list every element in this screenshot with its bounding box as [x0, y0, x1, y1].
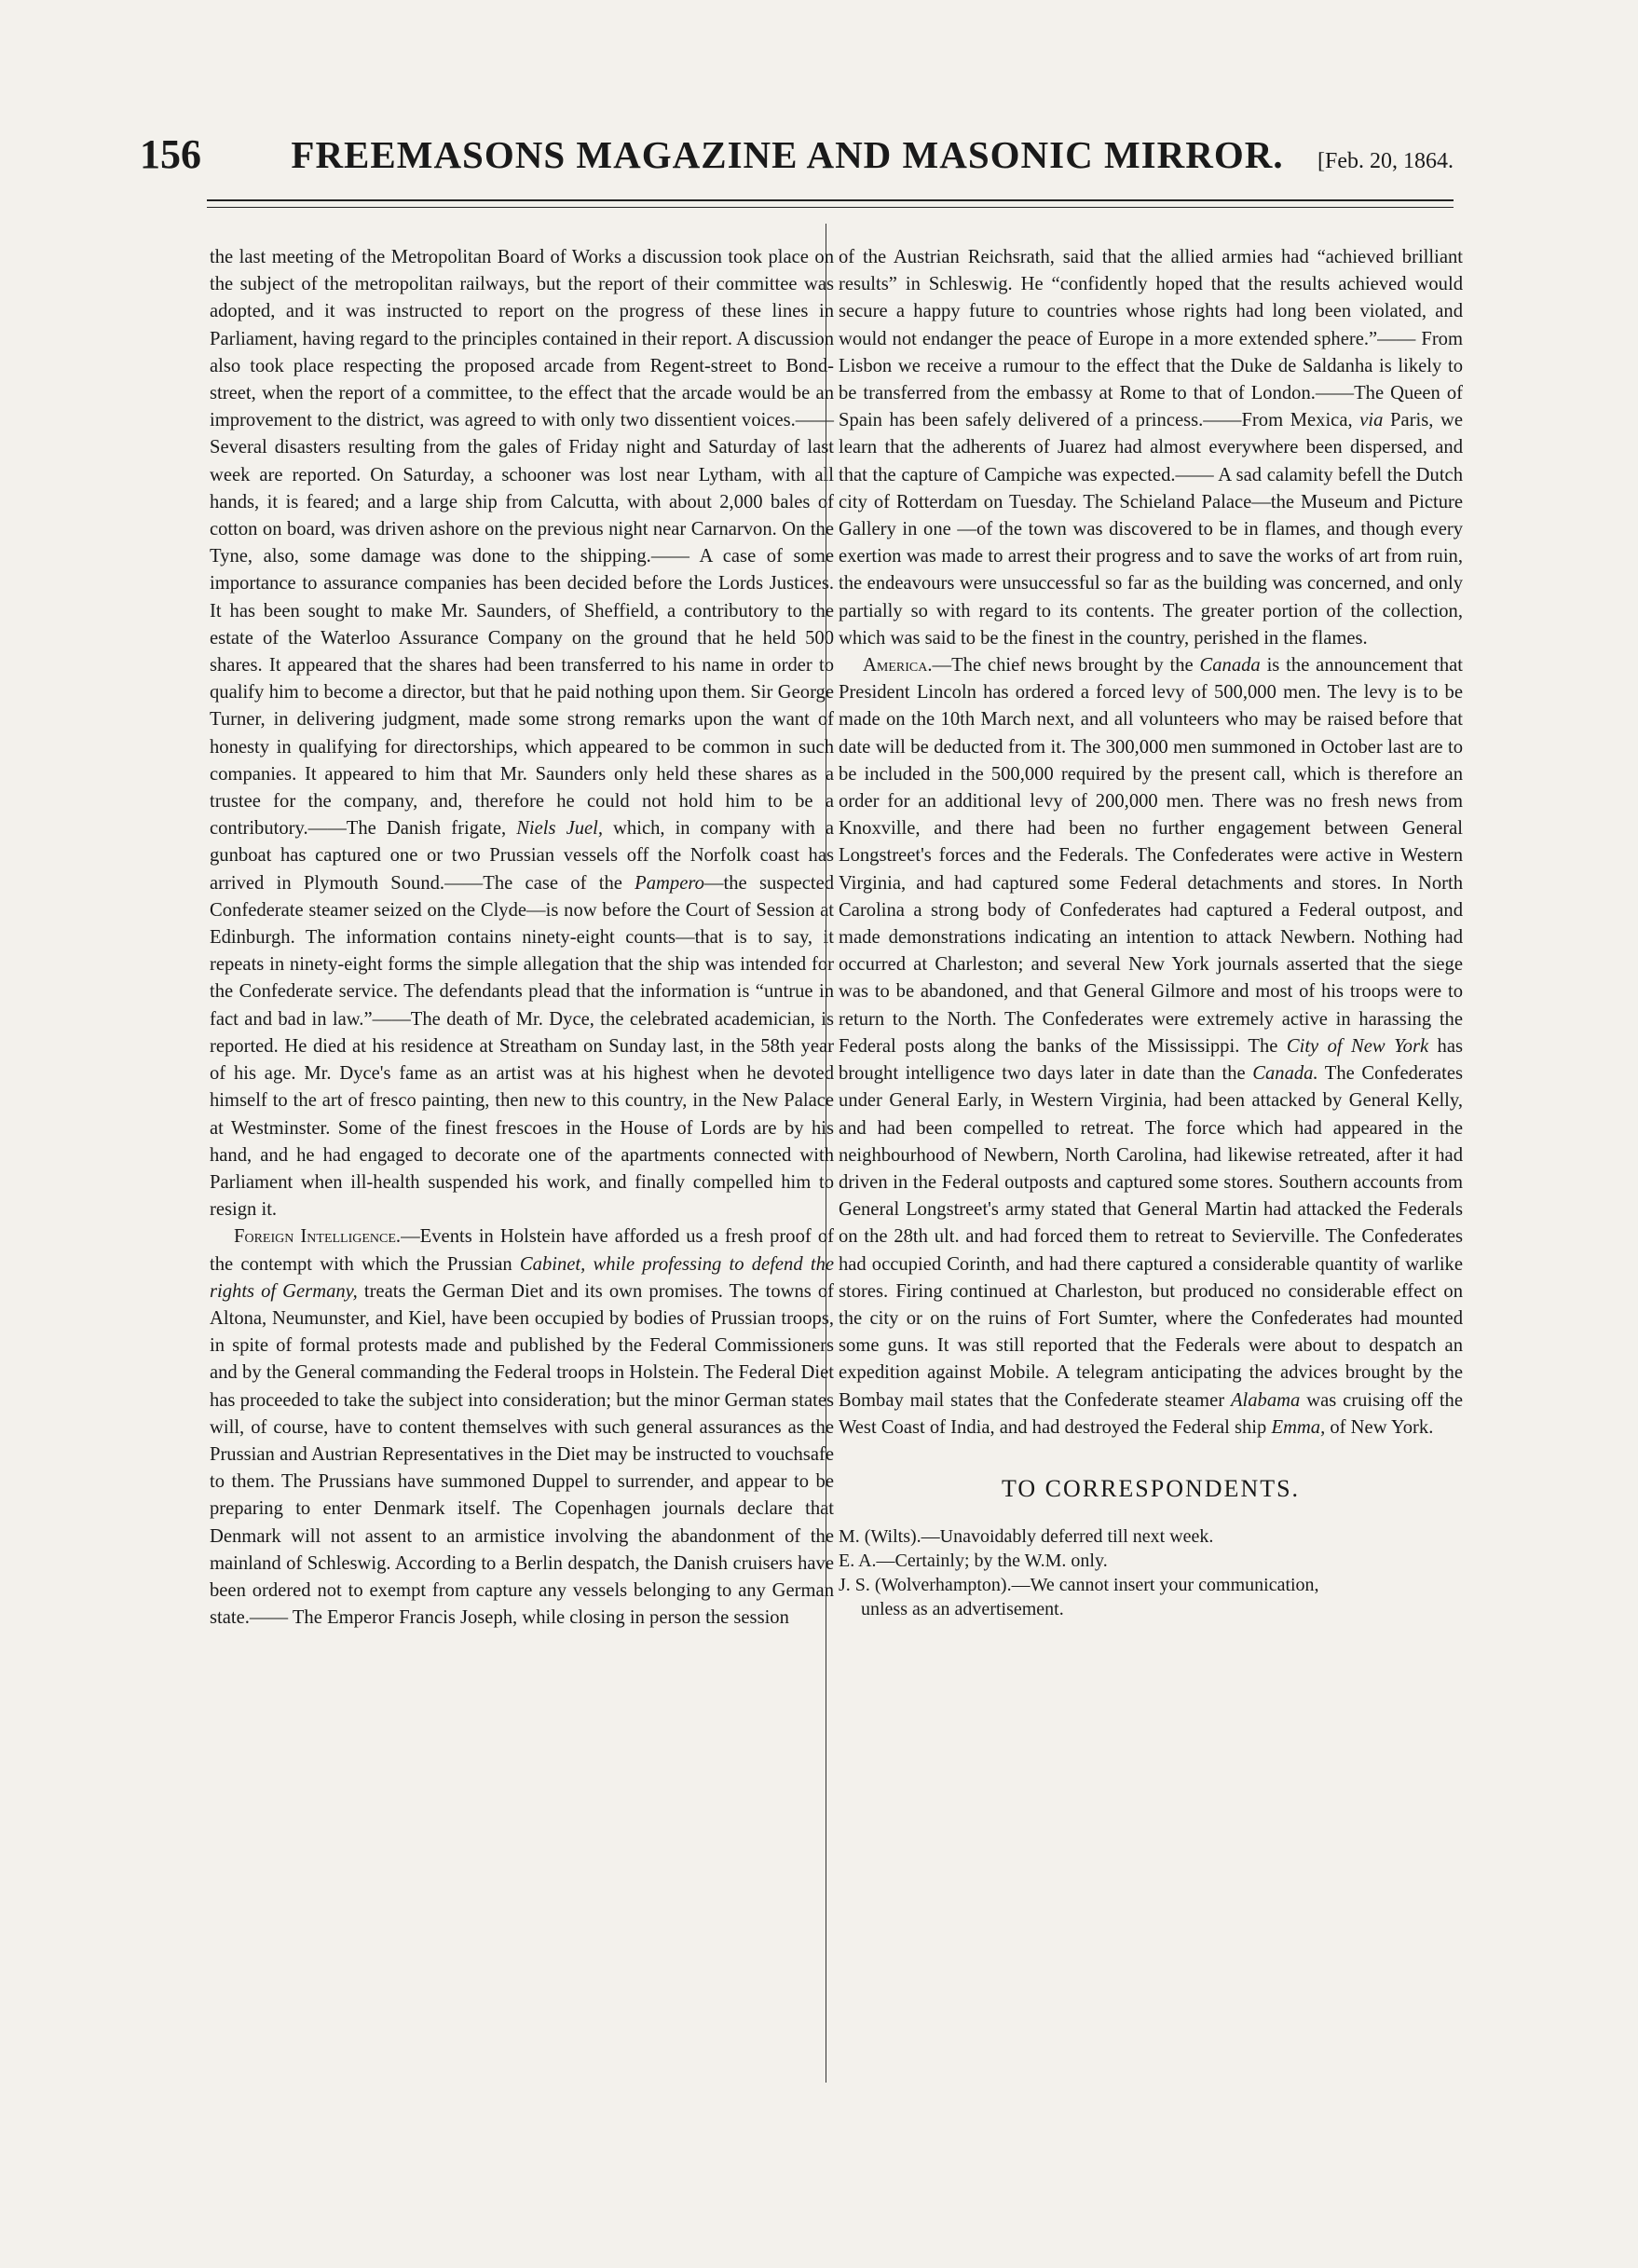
section-lead: America. [863, 655, 933, 676]
masthead-title: FREEMASONS MAGAZINE AND MASONIC MIRROR. [291, 133, 1284, 176]
america-paragraph: America.—The chief news brought by the Canada is the announcement that President Lincoln has ordered a forced levy of 500,000 men. The levy is to be made on the 10th March next, and all volunteers who may be raised before that date will be deducted from it. The 300,000 men summoned in October last are to be included in the 500,000 required by the present call, which is therefore an order for an additional levy of 200,000 men. There was no fresh news from Knoxville, and there had been no further engagement between General Longstreet's forces and the Federals. The Confederates were active in Western Virginia, and had captured some Federal detachments and stores. In North Carolina a strong body of Confederates had captured a Federal outpost, and made demonstrations indicating an intention to attack Newbern. Nothing had occurred at Charleston; and several New York journals asserted that the siege was to be abandoned, and that General Gilmore and most of his troops were to return to the North. The Confederates were extremely active in harassing the Federal posts along the banks of the Mississippi. The City of New York has brought intelligence two days later in date than the Canada. The Confederates under General Early, in Western Virginia, had been attacked by General Kelly, and had been compelled to retreat. The force which had appeared in the neighbourhood of Newbern, North Carolina, had likewise retreated, after it had driven in the Federal outposts and captured some stores. Southern accounts from General Longstreet's army stated that General Martin had attacked the Federals on the 28th ult. and had forced them to retreat to Sevierville. The Confederates had occupied Corinth, and had there captured a considerable quantity of warlike stores. Firing continued at Charleston, but produced no considerable effect on the city or on the ruins of Fort Sumter, where the Confederates had mounted some guns. It was still reported that the Federals were about to despatch an expedition against Mobile. A telegram anticipating the advices brought by the Bombay mail states that the Confederate steamer Alabama was cruising off the West Coast of India, and had destroyed the Federal ship Emma, of New York. [839, 655, 1463, 1438]
correspondent-note: J. S. (Wolverhampton).—We cannot insert your communication, unless as an advertisement. [839, 1575, 1319, 1620]
correspondent-note: M. (Wilts).—Unavoidably deferred till next week. [839, 1526, 1214, 1548]
header-rule-thin [207, 207, 1454, 208]
article-paragraph: the last meeting of the Metropolitan Board of Works a discussion took place on the subject of the metropolitan railways, but the report of their committee was adopted, and it was instructed to report on the progress of these lines in Parliament, having regard to the principles contained in their report. A discussion also took place respecting the proposed arcade from Regent-street to Bond-street, when the report of a committee, to the effect that the arcade would be an improvement to the district, was agreed to with only two dissentient voices.——Several disasters resulting from the gales of Friday night and Saturday of last week are reported. On Saturday, a schooner was lost near Lytham, with all hands, it is feared; and a large ship from Calcutta, with about 2,000 bales of cotton on board, was driven ashore on the previous night near Carnarvon. On the Tyne, also, some damage was done to the shipping.—— A case of some importance to assurance companies has been decided before the Lords Justices. It has been sought to make Mr. Saunders, of Sheffield, a contributory to the estate of the Waterloo Assurance Company on the ground that he held 500 shares. It appeared that the shares had been transferred to his name in order to qualify him to become a director, but that he paid nothing upon them. Sir George Turner, in delivering judgment, made some strong remarks upon the want of honesty in qualifying for directorships, which appeared to be common in such companies. It appeared to him that Mr. Saunders only held these shares as a trustee for the company, and, therefore he could not hold him to be a contributory.——The Danish frigate, Niels Juel, which, in company with a gunboat has captured one or two Prussian vessels off the Norfolk coast has arrived in Plymouth Sound.——The case of the Pampero—the suspected Confederate steamer seized on the Clyde—is now before the Court of Session at Edinburgh. The information contains ninety-eight counts—that is to say, it repeats in ninety-eight forms the simple allegation that the ship was intended for the Confederate service. The defendants plead that the information is “untrue in fact and bad in law.”——The death of Mr. Dyce, the celebrated academician, is reported. He died at his residence at Streatham on Sunday last, in the 58th year of his age. Mr. Dyce's fame as an artist was at his highest when he devoted himself to the art of fresco painting, then new to this country, in the New Palace at Westminster. Some of the finest frescoes in the House of Lords are by his hand, and he had engaged to decorate one of the apartments connected with Parliament when ill-health suspended his work, and finally compelled him to resign it. [210, 247, 835, 1221]
correspondent-note: E. A.—Certainly; by the W.M. only. [839, 1551, 1108, 1572]
article-paragraph: of the Austrian Reichsrath, said that the allied armies had “achieved brilliant results” in Schleswig. He “confidently hoped that the results achieved would secure a happy future to countries whose rights had long been violated, and would not endanger the peace of Europe in a more extended sphere.”—— From Lisbon we receive a rumour to the effect that the Duke de Saldanha is likely to be transferred from the embassy at Rome to that of London.——The Queen of Spain has been safely delivered of a princess.——From Mexica, via Paris, we learn that the adherents of Juarez had almost everywhere been dispersed, and that the capture of Campiche was expected.—— A sad calamity befell the Dutch city of Rotterdam on Tuesday. The Schieland Palace—the Museum and Picture Gallery in one —of the town was discovered to be in flames, and though every exertion was made to arrest their progress and to save the works of art from ruin, the endeavours were unsuccessful so far as the building was concerned, and only partially so with regard to its contents. The greater portion of the collection, which was said to be the finest in the country, perished in the flames. [839, 247, 1463, 649]
issue-date: [Feb. 20, 1864. [1317, 149, 1454, 173]
foreign-intelligence-paragraph: Foreign Intelligence.—Events in Holstein have afforded us a fresh proof of the contempt with which the Prussian Cabinet, while professing to defend the rights of Germany, treats the German Diet and its own promises. The towns of Altona, Neumunster, and Kiel, have been occupied by bodies of Prussian troops, in spite of formal protests made and published by the Federal Commissioners and by the General commanding the Federal troops in Holstein. The Federal Diet has proceeded to take the subject into consideration; but the minor German states will, of course, have to content themselves with such general assurances as the Prussian and Austrian Representatives in the Diet may be instructed to vouchsafe to them. The Prussians have summoned Duppel to surrender, and appear to be preparing to enter Denmark itself. The Copenhagen journals declare that Denmark will not assent to an armistice involving the abandonment of the mainland of Schleswig. According to a Berlin despatch, the Danish cruisers have been ordered not to exempt from capture any vessels belonging to any German state.—— The Emperor Francis Joseph, while closing in person the session [210, 1226, 835, 1629]
page-header [140, 130, 1454, 184]
left-column [210, 244, 834, 1632]
right-column [839, 244, 1463, 1621]
page-number: 156 [140, 131, 201, 177]
section-lead: Foreign Intelligence. [234, 1226, 402, 1248]
header-rule-thick [207, 199, 1454, 201]
correspondents-heading: TO CORRESPONDENTS. [1001, 1474, 1301, 1502]
